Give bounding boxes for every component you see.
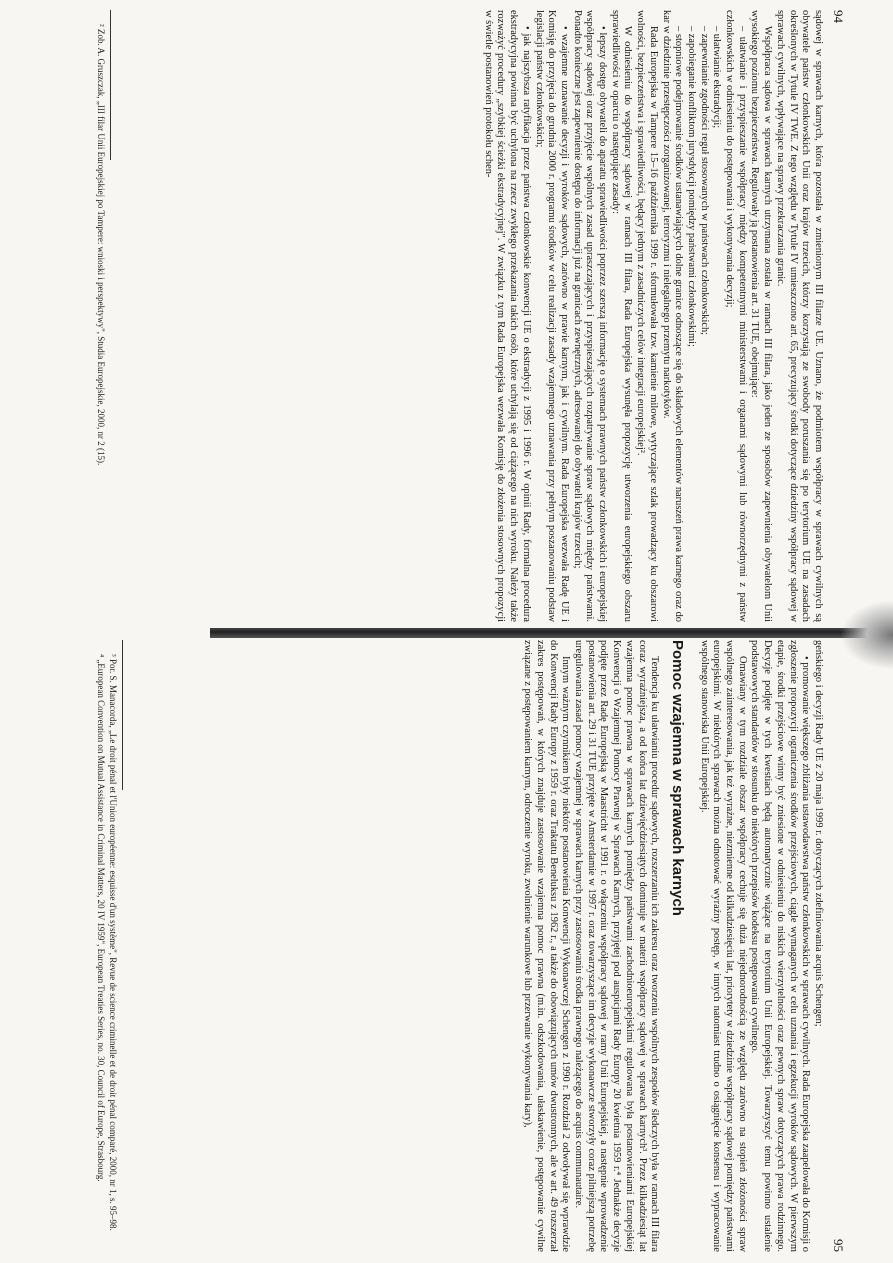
paragraph: Omawiany w tym rozdziale obszar współpracy cechuje się duża niejednorodnością ze względu zarówno na stopień złożoności spraw wspólnego zainteresowania, jak też wyraźne, niezmienne od kilkudziesięciu lat, priorytety w dziedzinie współpracy sądowej pomiędzy państwami europejskimi. W niektórych sprawach można odnotować wyraźny postęp, w innych natomiast trudno o osiągnięcie konsensu i wypracowanie wspólnego stanowiska Unii Europejskiej. — [698, 640, 748, 1252]
paragraph: Tendencja ku ułatwianiu procedur sądowych, rozszerzaniu ich zakresu oraz tworzeniu wspólnych zespołów śledczych była w ramach III filara coraz wyraźniejsza, a od końca lat dziewięćdziesiątych dominuje w materii współpracy sądowej w sprawach karnych³. Przez kilkadziesiąt lat wzajemna pomoc prawna w sprawach karnych pomiędzy państwami zachodnioeuropejskimi regulowana była postanowieniami Europejskiej Konwencji o Wzajemnej Pomocy Prawnej w Sprawach Karnych, przyjętej pod auspicjami Rady Europy 20 kwietnia 1959 r.⁴ Jednakże decyzje podjęte przez Radę Europejską w Maastricht w 1991 r. o włączeniu współpracy sądowej w ramy Unii Europejskiej, a następnie wprowadzenie postanowienia art. 29 i 31 TUE przyjęte w Amsterdamie w 1997 r. oraz towarzyszące im decyzje wykonawcze stworzyły coraz pilniejszą potrzebę uregulowania zasad pomocy wzajemnej w sprawach karnych przy zastosowaniu środka prawnego należącego do acquis communautaire. — [573, 640, 661, 1252]
right-page — [94, 640, 846, 1252]
page-number: 95 — [831, 1239, 846, 1252]
paragraph: sądowej w sprawach karnych, która pozostała w zmienionym III filarze UE. Uznano, że podmiotem współpracy w sprawach cywilnych są obywatele państw członkowskich Unii oraz krajów trzecich, którzy korzystają ze swobody poruszania się po terytorium UE na zasadach określonych w Tytule IV TWE. Z tego względu w Tytule IV umieszczono art. 65, precyzujący środki dotyczące dziedziny współpracy sądowej w sprawach cywilnych, wpływające na sprawy przekraczania granic. — [774, 10, 824, 622]
footnotes — [94, 10, 111, 622]
page-number: 94 — [831, 10, 846, 23]
paragraph: geńskiego i decyzji Rady UE z 20 maja 1999 r. dotyczących zdefiniowania acquis Schengen; — [813, 640, 824, 1027]
footnote: ³ Por. S. Manacorda, „Le droit pénal et l'Union européenne: esquisse d'un système", Revue de science criminelle et de droit pénal comparé, 2000, nr 1, s. 95–98. — [108, 654, 118, 1231]
list-item: – ułatwianie ekstradycji; — [711, 26, 723, 129]
bullet-item: • wzajemne uznawanie decyzji i wyroków sądowych, zarówno w prawie karnym, jak i cywilnym. Rada Europejska wezwała Radę UE i Komisję do przyjęcia do grudnia 2000 r. programu środków w celu realizacji zasady wzajemnego uznawania przy pełnym poszanowaniu podstaw legislacji państw członkowskich; — [533, 10, 570, 622]
footnote: ² Zob. A. Gruszczak, „III filar Unii Europejskiej po Tampere: wnioski i perspektywy", Studia Europejskie, 2000, nr 2 (15). — [96, 24, 106, 466]
bullet-item: • jak najszybsza ratyfikacja przez państwa członkowskie konwencji UE o ekstradycji z 1995 i 1996 r. W opinii Rady, formalna procedura ekstradycyjna powinna być uchylona na rzecz zwykłego przekazania takich osób, które uchylają się od ciążącego na nich wyroku. Należy także rozważyć procedury „szybkiej ścieżki ekstradycyjnej". W związku z tym Rada Europejska wezwała Komisję do złożenia stosownych propozycji w świetle postanowień protokołu schen- — [482, 10, 532, 622]
bullet-item: • lepszy dostęp obywateli do aparatu sprawiedliwości poprzez szerszą informację o systemach prawnych państw członkowskich i europejskiej współpracy sądowej oraz przyjęcie wspólnych zasad upraszczających i przyspieszających rozpatrywanie spraw sądowych między państwami. Ponadto konieczne jest zapewnienie dostępu do informacji już na granicach zewnętrznych, adresowanej do obywateli krajów trzecich; — [571, 10, 609, 622]
footnote-rule — [110, 10, 111, 160]
paragraph: Współpraca sądowa w sprawach karnych utrzymana została w ramach III filara, jako jeden ze sposobów zapewnienia obywatelom Unii wysokiego poziomu bezpieczeństwa. Regulowały ją postanowienia art. 31 TUE, obejmujące: — [749, 10, 774, 622]
footnotes — [94, 640, 123, 1252]
list-item: – zapobieganie konfliktom jurysdykcji pomiędzy państwami członkowskimi; — [685, 26, 697, 347]
book-gutter — [210, 628, 893, 638]
paragraph: Rada Europejska w Tampere 15–16 października 1999 r. sformułowała tzw. kamienie milowe, wytyczające szlak prowadzący ku obszarowi wolności, bezpieczeństwa i sprawiedliwości, będący jednym z zasadniczych celów integracji europejskiej². — [635, 10, 659, 622]
page-body — [521, 640, 824, 1252]
list-item: – ułatwianie i przyspieszanie współpracy między kompetentnymi ministerstwami i organami sądowymi lub równorzędnymi z państw członkowskich w odniesieniu do postępowania i wykonywania decyzji; — [724, 10, 748, 622]
page-body — [481, 10, 824, 622]
footnote: ⁴ „European Convention on Mutual Assistance in Criminal Matters, 20 IV 1959", European Treaties Series, no. 30, Council of Europe, Strasbourg. — [96, 654, 106, 1182]
footnote-rule — [122, 640, 123, 790]
left-page — [94, 10, 846, 622]
paragraph: Innym ważnym czynnikiem były niektóre postanowienia Konwencji Wykonawczej Schengen z 1990 r. Rozdział 2 odwoływał się wprawdzie do Konwencji Rady Europy z 1959 r. oraz Traktatu Beneluksu z 1962 r., a także do obowiązujących umów dwustronnych, ale w art. 49 rozszerzał zakres postępowań, w których znajduje zastosowanie wzajemna pomoc prawna (m.in. odszkodowania, ułaskawienie, postępowanie cywilne związane z postępowaniem karnym, odroczenie wyroku, zwolnienie warunkowe lub przerwanie wykonywania kary), — [522, 640, 572, 1252]
list-item: – stopniowe podejmowanie środków ustanawiających dolne granice odnoszące się do składowych elementów naruszeń prawa karnego oraz do kar w dziedzinie przestępczości zorganizowanej, terroryzmu i nielegalnego przemytu narkotyków. — [660, 10, 685, 622]
section-heading: Pomoc wzajemna w sprawach karnych — [668, 640, 686, 916]
list-item: – zapewnianie zgodności reguł stosowanych w państwach członkowskich; — [698, 26, 710, 336]
gutter-shadow — [840, 600, 893, 670]
paragraph: W odniesieniu do współpracy sądowej w ramach III filara, Rada Europejska wysunęła propozycję utworzenia europejskiego obszaru sprawiedliwości w oparciu o następujące zasady: — [609, 10, 634, 622]
bullet-item: • promowanie większego zbliżania ustawodawstwa państw członkowskich w sprawach cywilnych. Rada Europejska zaapelowała do Komisji o zgłoszenie propozycji ograniczenia środków przejściowych, ciągle wymaganych w celu uznania i egzekucji wyroków sądowych. W pierwszym etapie, środki przejściowe winny być zniesione w odniesieniu do niskich wierzytelności oraz pewnych spraw dotyczących prawa rodzinnego. Decyzje podjęte w tych kwestiach będą automatycznie wiążące na terytorium Unii Europejskiej. Towarzyszyć temu powinno ustalenie podstawowych standardów w stosunku do niektórych przepisów kodeksu postępowania cywilnego. — [749, 640, 812, 1252]
